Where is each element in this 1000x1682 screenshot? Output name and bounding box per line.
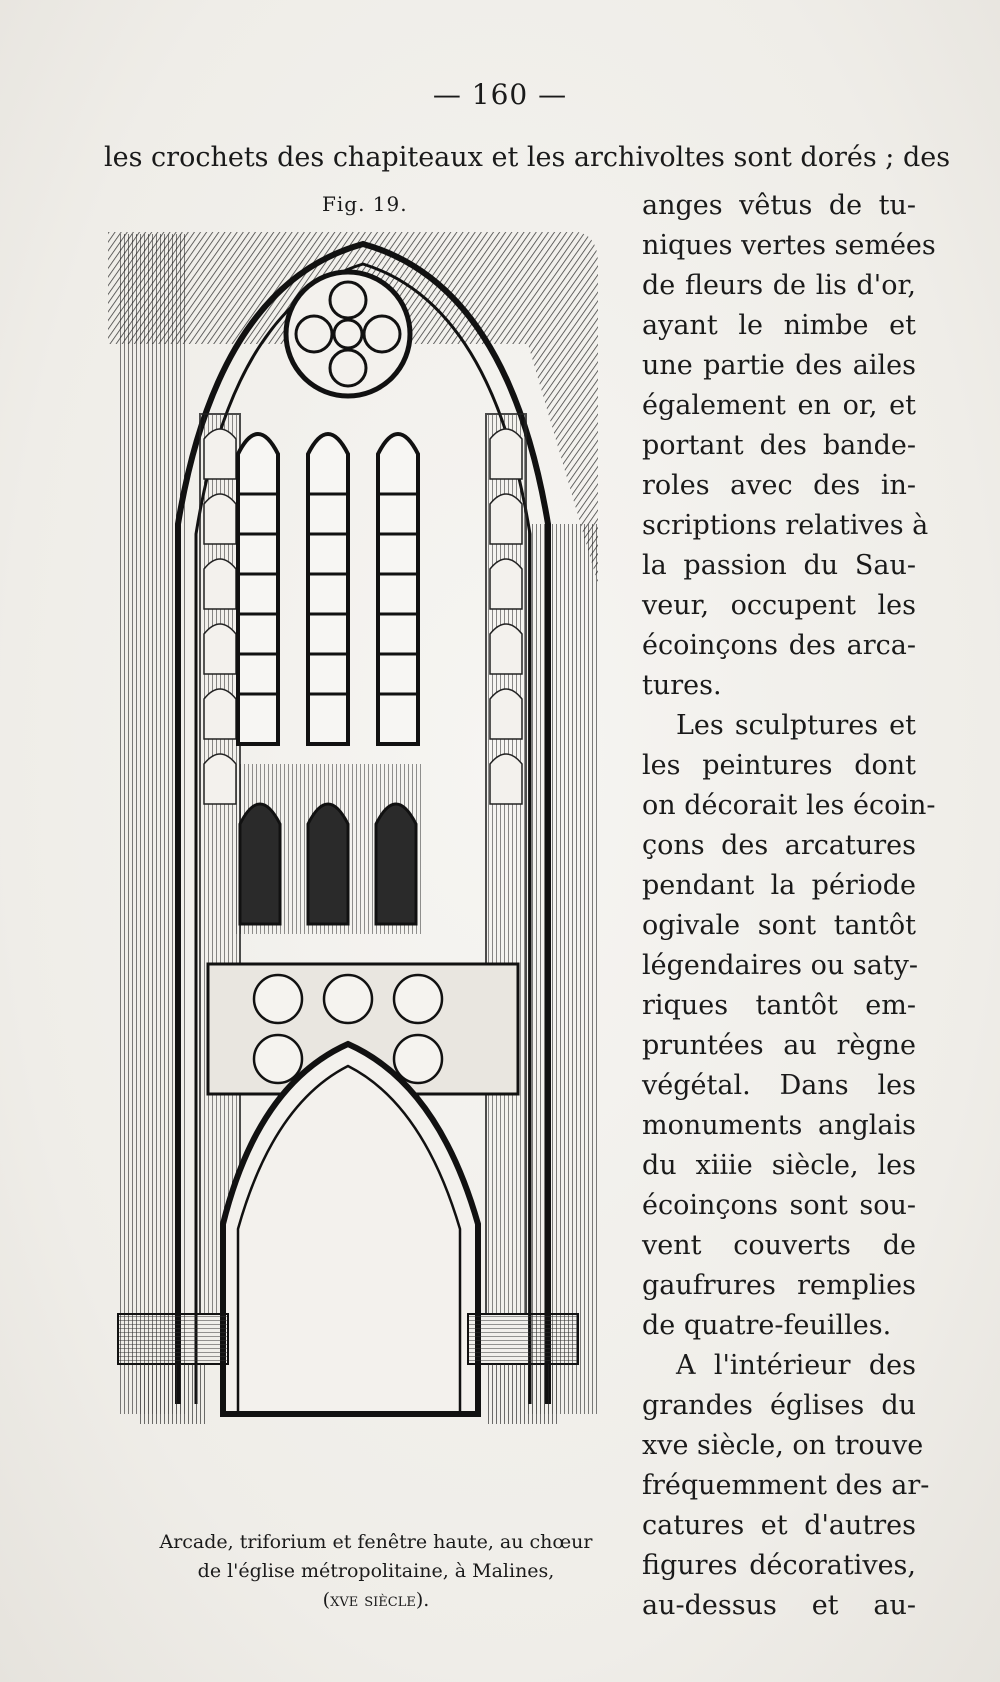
body-text-line: au-dessus et au- — [642, 1590, 916, 1621]
body-text-line: écoinçons des arca- — [642, 630, 916, 661]
page-number: — 160 — — [432, 78, 568, 111]
body-text-line: roles avec des in- — [642, 470, 916, 501]
caption-line: Arcade, triforium et fenêtre haute, au chœur — [159, 1531, 593, 1553]
body-text-line: tures. — [642, 670, 722, 701]
body-text-line: les peintures dont — [642, 750, 916, 781]
body-text-line: scriptions relatives à — [642, 510, 929, 541]
body-text-line: gaufrures remplies — [642, 1270, 916, 1301]
body-text-line: portant des bande- — [642, 430, 916, 461]
body-text-line: de quatre-feuilles. — [642, 1310, 892, 1341]
body-text-line: une partie des ailes — [642, 350, 916, 381]
body-text-line: catures et d'autres — [642, 1510, 916, 1541]
figure-caption — [126, 1528, 626, 1615]
body-text-line: écoinçons sont sou- — [642, 1190, 916, 1221]
body-text-line: végétal. Dans les — [642, 1070, 916, 1101]
caption-line: (xve siècle). — [322, 1589, 430, 1611]
body-text-line: figures décoratives, — [642, 1550, 916, 1581]
body-text-line: fréquemment des ar- — [642, 1470, 930, 1501]
engraving-illustration — [108, 224, 628, 1524]
body-text-line: veur, occupent les — [642, 590, 916, 621]
body-first-line: les crochets des chapiteaux et les archivoltes sont dorés ; des — [104, 142, 951, 173]
body-text-line: également en or, et — [642, 390, 916, 421]
body-text-line: ayant le nimbe et — [642, 310, 916, 341]
body-text-line: riques tantôt em- — [642, 990, 916, 1021]
body-text-line: Les sculptures et — [676, 710, 916, 741]
body-text-line: xve siècle, on trouve — [642, 1430, 924, 1461]
body-text-line: pruntées au règne — [642, 1030, 916, 1061]
figure-label: Fig. 19. — [322, 192, 408, 216]
body-text-line: A l'intérieur des — [676, 1350, 916, 1381]
body-text-line: légendaires ou saty- — [642, 950, 919, 981]
body-text-line: ogivale sont tantôt — [642, 910, 916, 941]
body-text-line: du xiiie siècle, les — [642, 1150, 916, 1181]
body-text-line: niques vertes semées — [642, 230, 936, 261]
body-text-column — [642, 186, 936, 1626]
body-text-line: monuments anglais — [642, 1110, 916, 1141]
body-text-line: de fleurs de lis d'or, — [642, 270, 916, 301]
body-text-line: vent couverts de — [642, 1230, 916, 1261]
body-text-line: anges vêtus de tu- — [642, 190, 916, 221]
body-text-line: on décorait les écoin- — [642, 790, 936, 821]
body-text-line: grandes églises du — [642, 1390, 916, 1421]
body-text-line: çons des arcatures — [642, 830, 916, 861]
body-text-line: la passion du Sau- — [642, 550, 916, 581]
gothic-arcade-engraving — [108, 224, 628, 1524]
caption-line: de l'église métropolitaine, à Malines, — [197, 1560, 555, 1582]
body-text-line: pendant la période — [642, 870, 916, 901]
